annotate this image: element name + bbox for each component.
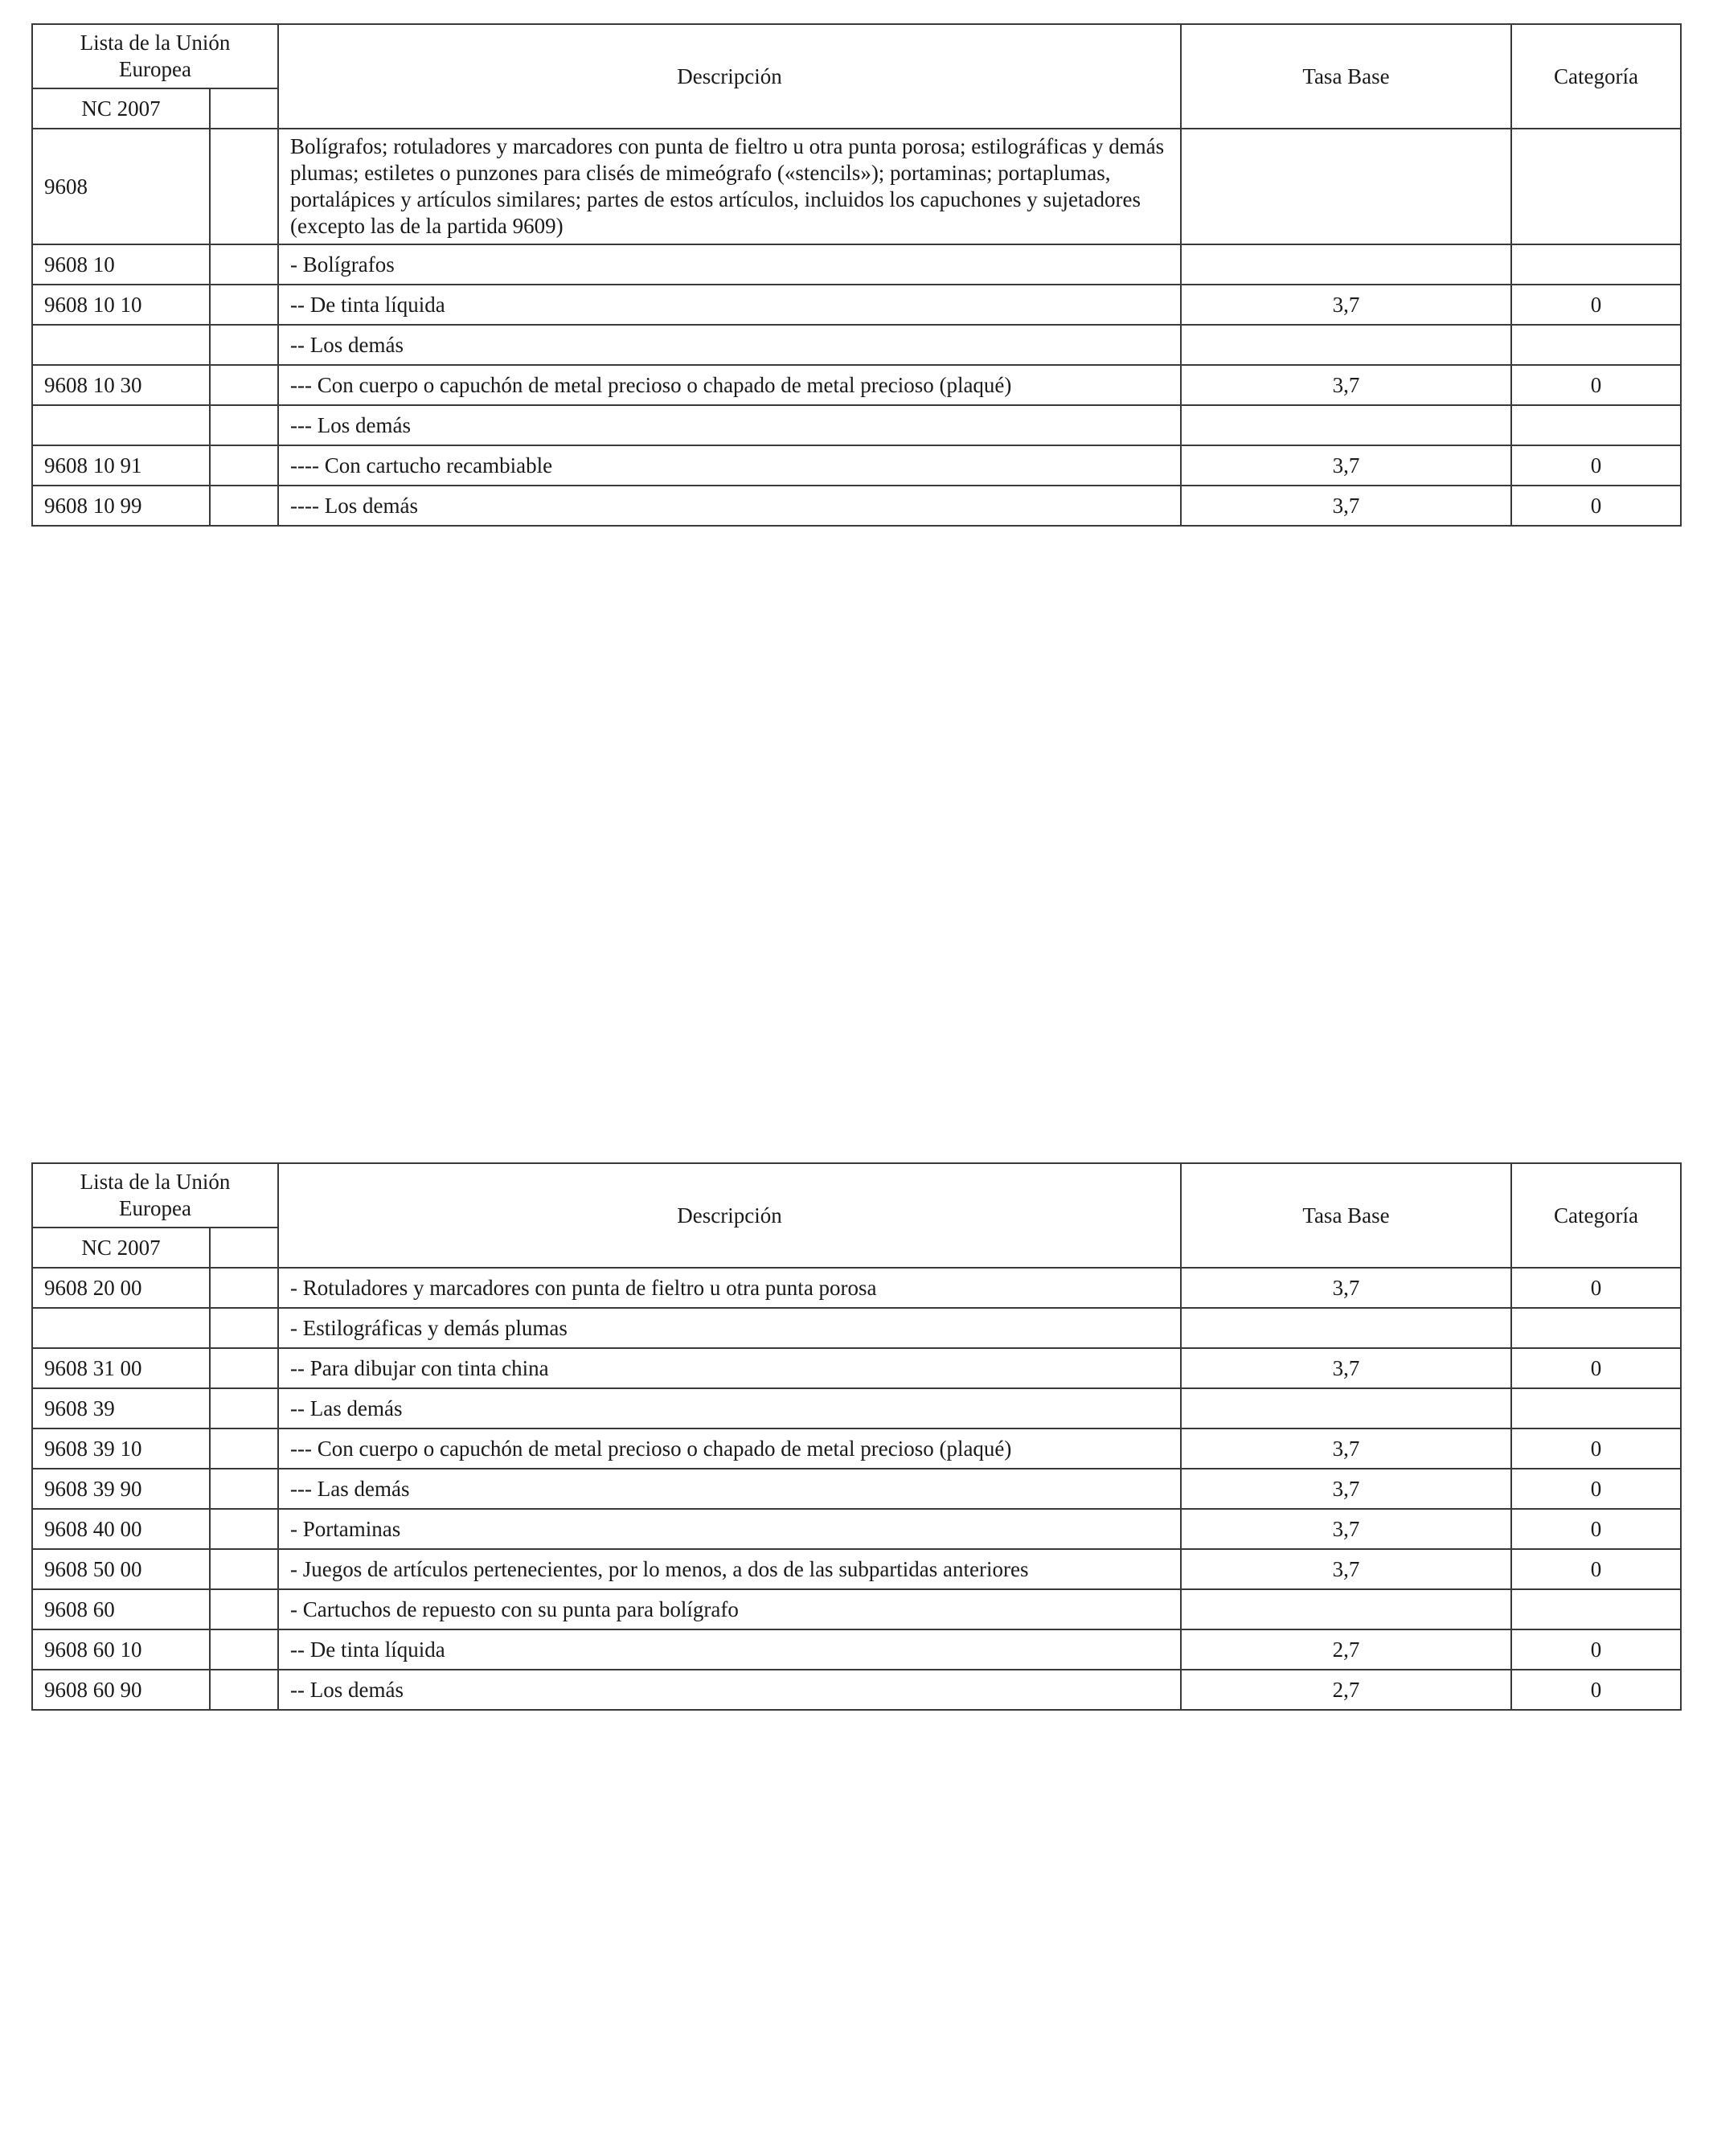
nc-code-cell: 9608 60 [32,1589,210,1629]
header-lista: Lista de la Unión Europea [32,1163,278,1228]
table-row [32,129,1681,244]
nc-code-cell: 9608 10 30 [32,365,210,405]
categoria-cell: 0 [1511,285,1681,325]
description-cell: - Bolígrafos [278,244,1181,285]
tasa-base-cell: 3,7 [1181,365,1511,405]
table-row [32,1670,1681,1710]
nc-code-cell [32,325,210,365]
nc-code-cell: 9608 10 91 [32,445,210,486]
description-cell: - Estilográficas y demás plumas [278,1308,1181,1348]
header-row [32,1163,1681,1228]
nc-code-cell: 9608 60 10 [32,1629,210,1670]
empty-cell [210,405,278,445]
table-row [32,1589,1681,1629]
empty-cell [210,325,278,365]
description-cell: -- De tinta líquida [278,1629,1181,1670]
tasa-base-cell: 3,7 [1181,1348,1511,1388]
categoria-cell: 0 [1511,365,1681,405]
table-row [32,1629,1681,1670]
tasa-base-cell: 3,7 [1181,1268,1511,1308]
categoria-cell [1511,244,1681,285]
empty-cell [210,1348,278,1388]
header-empty-cell [210,88,278,129]
header-nc-2007: NC 2007 [32,1228,210,1268]
table-row [32,1469,1681,1509]
table-row [32,1509,1681,1549]
empty-cell [210,1428,278,1469]
categoria-cell [1511,325,1681,365]
nc-code-cell: 9608 10 10 [32,285,210,325]
tasa-base-cell: 3,7 [1181,285,1511,325]
tasa-base-cell [1181,244,1511,285]
empty-cell [210,1509,278,1549]
description-cell: ---- Con cartucho recambiable [278,445,1181,486]
categoria-cell: 0 [1511,1629,1681,1670]
nc-code-cell: 9608 [32,129,210,244]
nc-code-cell: 9608 39 [32,1388,210,1428]
empty-cell [210,1388,278,1428]
tasa-base-cell: 3,7 [1181,1428,1511,1469]
table-row [32,1388,1681,1428]
empty-cell [210,244,278,285]
tasa-base-cell [1181,129,1511,244]
tasa-base-cell: 2,7 [1181,1670,1511,1710]
header-empty-cell [210,1228,278,1268]
header-lista: Lista de la Unión Europea [32,24,278,88]
description-cell: - Juegos de artículos pertenecientes, por lo menos, a dos de las subpartidas anteriores [278,1549,1181,1589]
description-cell: -- De tinta líquida [278,285,1181,325]
tasa-base-cell: 2,7 [1181,1629,1511,1670]
header-tasa-base: Tasa Base [1181,24,1511,129]
tasa-base-cell: 3,7 [1181,1509,1511,1549]
header-nc-2007: NC 2007 [32,88,210,129]
categoria-cell: 0 [1511,445,1681,486]
tasa-base-cell [1181,325,1511,365]
description-cell: --- Las demás [278,1469,1181,1509]
nc-code-cell: 9608 50 00 [32,1549,210,1589]
table-row [32,445,1681,486]
header-row [32,24,1681,88]
nc-code-cell: 9608 10 99 [32,486,210,526]
tasa-base-cell [1181,405,1511,445]
description-cell: - Rotuladores y marcadores con punta de fieltro u otra punta porosa [278,1268,1181,1308]
empty-cell [210,486,278,526]
table-row [32,1308,1681,1348]
empty-cell [210,445,278,486]
description-cell: - Portaminas [278,1509,1181,1549]
table-row [32,405,1681,445]
nc-code-cell: 9608 10 [32,244,210,285]
categoria-cell [1511,1388,1681,1428]
categoria-cell [1511,1308,1681,1348]
nc-code-cell [32,1308,210,1348]
table-row [32,244,1681,285]
table-row [32,1268,1681,1308]
categoria-cell: 0 [1511,1509,1681,1549]
tariff-table-1 [31,23,1682,527]
header-descripcion: Descripción [278,24,1181,129]
empty-cell [210,1308,278,1348]
empty-cell [210,285,278,325]
description-cell: -- Los demás [278,1670,1181,1710]
empty-cell [210,1629,278,1670]
description-cell: -- Los demás [278,325,1181,365]
tasa-base-cell: 3,7 [1181,486,1511,526]
tasa-base-cell [1181,1589,1511,1629]
nc-code-cell [32,405,210,445]
empty-cell [210,1549,278,1589]
tasa-base-cell: 3,7 [1181,1469,1511,1509]
categoria-cell [1511,1589,1681,1629]
categoria-cell [1511,405,1681,445]
description-cell: Bolígrafos; rotuladores y marcadores con punta de fieltro u otra punta porosa; estilográficas y demás plumas; estiletes o punzones para clisés de mimeógrafo («stencils»); portaminas; portaplumas, portalápices y artículos similares; partes de estos artículos, incluidos los capuchones y sujetadores (excepto las de la partida 9609) [278,129,1181,244]
description-cell: --- Con cuerpo o capuchón de metal precioso o chapado de metal precioso (plaqué) [278,365,1181,405]
table-row [32,1428,1681,1469]
table-row [32,325,1681,365]
nc-code-cell: 9608 60 90 [32,1670,210,1710]
description-cell: -- Para dibujar con tinta china [278,1348,1181,1388]
tariff-table-2 [31,1162,1682,1711]
tasa-base-cell: 3,7 [1181,445,1511,486]
nc-code-cell: 9608 31 00 [32,1348,210,1388]
tasa-base-cell: 3,7 [1181,1549,1511,1589]
table-row [32,1348,1681,1388]
empty-cell [210,1589,278,1629]
description-cell: ---- Los demás [278,486,1181,526]
categoria-cell: 0 [1511,486,1681,526]
description-cell: - Cartuchos de repuesto con su punta para bolígrafo [278,1589,1181,1629]
nc-code-cell: 9608 20 00 [32,1268,210,1308]
table-row [32,486,1681,526]
empty-cell [210,1670,278,1710]
categoria-cell: 0 [1511,1549,1681,1589]
nc-code-cell: 9608 39 90 [32,1469,210,1509]
header-categoria: Categoría [1511,1163,1681,1268]
empty-cell [210,365,278,405]
header-tasa-base: Tasa Base [1181,1163,1511,1268]
description-cell: --- Con cuerpo o capuchón de metal precioso o chapado de metal precioso (plaqué) [278,1428,1181,1469]
categoria-cell: 0 [1511,1428,1681,1469]
tasa-base-cell [1181,1388,1511,1428]
categoria-cell [1511,129,1681,244]
categoria-cell: 0 [1511,1268,1681,1308]
categoria-cell: 0 [1511,1670,1681,1710]
header-descripcion: Descripción [278,1163,1181,1268]
nc-code-cell: 9608 40 00 [32,1509,210,1549]
empty-cell [210,129,278,244]
tasa-base-cell [1181,1308,1511,1348]
nc-code-cell: 9608 39 10 [32,1428,210,1469]
empty-cell [210,1469,278,1509]
empty-cell [210,1268,278,1308]
table-row [32,1549,1681,1589]
table-row [32,365,1681,405]
description-cell: -- Las demás [278,1388,1181,1428]
description-cell: --- Los demás [278,405,1181,445]
header-categoria: Categoría [1511,24,1681,129]
categoria-cell: 0 [1511,1469,1681,1509]
table-row [32,285,1681,325]
categoria-cell: 0 [1511,1348,1681,1388]
